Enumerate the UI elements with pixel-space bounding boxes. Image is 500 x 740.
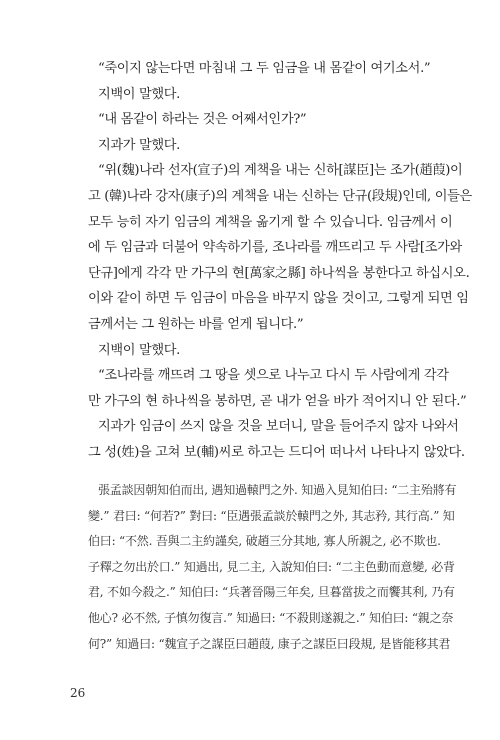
text-line: 고 (韓)나라 강자(康子)의 계책을 내는 신하는 단규(段規)인데, 이들은: [88, 188, 472, 204]
text-line: 이와 같이 하면 두 임금이 마음을 바꾸지 않을 것이고, 그렇게 되면 임: [88, 291, 469, 307]
text-line: 만 가구의 현 하나씩을 봉하면, 곧 내가 얻을 바가 적어지니 안 된다.”: [88, 393, 467, 409]
text-line: 모두 능히 자기 임금의 계책을 옮기게 할 수 있습니다. 임금께서 이: [88, 214, 453, 230]
text-line: “내 몸같이 하라는 것은 어째서인가?”: [98, 112, 307, 128]
text-line: “죽이지 않는다면 마침내 그 두 임금을 내 몸같이 여기소서.”: [98, 61, 431, 76]
text-line: 금께서는 그 원하는 바를 얻게 됩니다.”: [88, 316, 304, 332]
text-line: 他心? 必不然, 子慎勿復言.” 知過曰: “不殺則遂親之.” 知伯曰: “親之奈: [88, 610, 454, 625]
text-line: 지백이 말했다.: [98, 342, 181, 358]
text-line: 變.” 君曰: “何若?” 對曰: “臣遇張孟談於轅門之外, 其志矜, 其行高.” 知: [88, 508, 455, 523]
page-number: 26: [70, 686, 86, 700]
text-line: 단규]에게 각각 만 가구의 현[萬家之縣] 하나씩을 봉한다고 하십시오.: [88, 265, 470, 281]
text-line: 伯曰: “不然. 吾與二主約謹矣, 破趙三分其地, 寡人所親之, 必不欺也.: [88, 534, 441, 549]
classical-chinese-text: [88, 478, 457, 657]
text-line: 에 두 임금과 더불어 약속하기를, 조나라를 깨뜨리고 두 사람[조가와: [88, 240, 462, 256]
text-line: “위(魏)나라 선자(宣子)의 계책을 내는 신하[謀臣]는 조가(趙葭)이: [98, 163, 463, 179]
text-line: 君, 不如今殺之.” 知伯曰: “兵著晉陽三年矣, 旦暮當拔之而饗其利, 乃有: [88, 585, 455, 600]
text-line: “조나라를 깨뜨려 그 땅을 셋으로 나누고 다시 두 사람에게 각각: [98, 368, 449, 384]
text-line: 그 성(姓)을 고쳐 보(輔)씨로 하고는 드디어 떠나서 나타나지 않았다.: [88, 444, 465, 460]
text-line: 何?” 知過曰: “魏宣子之謀臣曰趙葭, 康子之謀臣曰段規, 是皆能移其君: [88, 636, 451, 651]
text-line: 지백이 말했다.: [98, 86, 181, 102]
text-line: 張孟談因朝知伯而出, 遇知過轅門之外. 知過入見知伯曰: “二主殆將有: [98, 483, 457, 497]
text-line: 지과가 말했다.: [98, 137, 181, 153]
text-line: 子釋之勿出於口.” 知過出, 見二主, 入說知伯曰: “二主色動而意變, 必背: [88, 559, 455, 574]
text-line: 지과가 임금이 쓰지 않을 것을 보더니, 말을 들어주지 않자 나와서: [98, 419, 459, 435]
korean-translation-text: [88, 56, 472, 466]
